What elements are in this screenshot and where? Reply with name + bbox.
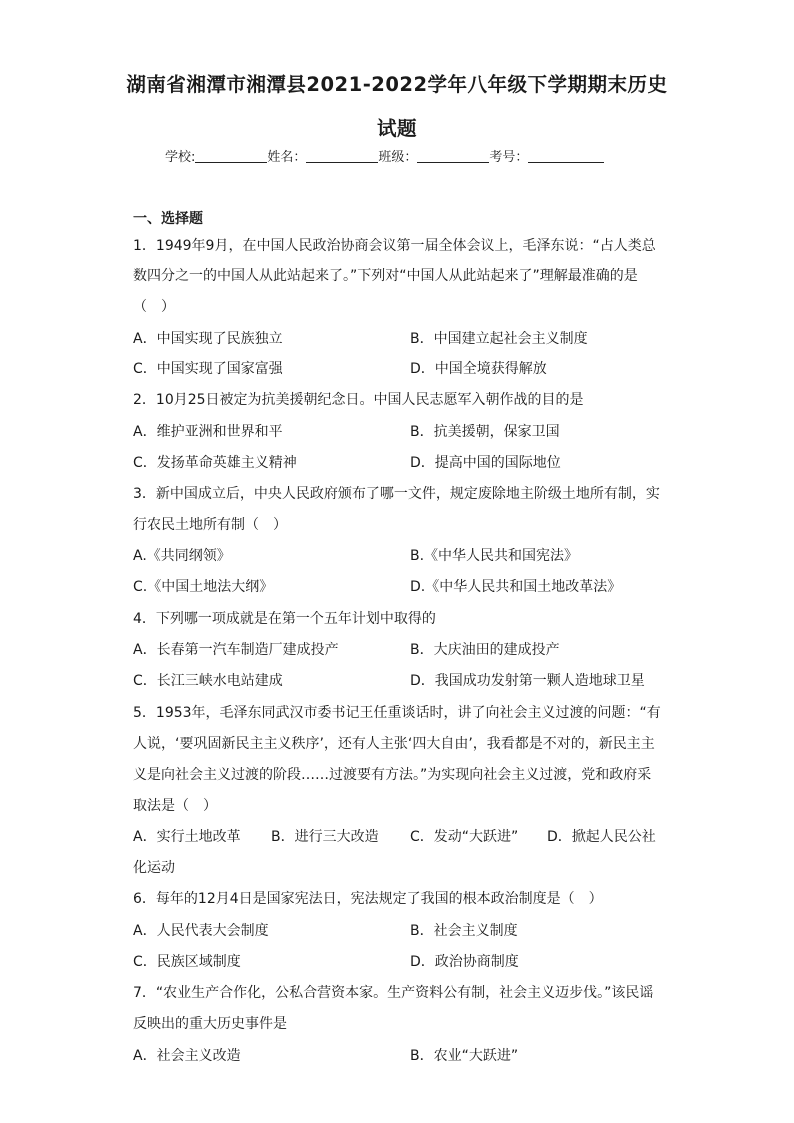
q1-option-d: D．中国全境获得解放 — [410, 361, 547, 377]
class-blank — [417, 150, 489, 163]
q3-option-c: C.《中国土地法大纲》 — [133, 579, 274, 595]
q1-stem-line3: （ ） — [133, 299, 175, 315]
q6-option-b: B．社会主义制度 — [410, 923, 518, 939]
q5-stem-line2: 人说，‘要巩固新民主主义秩序’，还有人主张‘四大自由’，我看都是不对的，新民主主 — [133, 736, 655, 752]
q7-option-b: B．农业“大跃进” — [410, 1048, 519, 1064]
section-heading: 一、选择题 — [133, 211, 203, 227]
q2-option-d: D．提高中国的国际地位 — [410, 455, 561, 471]
exam-title-line1: 湖南省湘潭市湘潭县2021-2022学年八年级下学期期末历史 — [126, 73, 668, 96]
q1-option-a: A．中国实现了民族独立 — [133, 331, 283, 347]
q6-stem-line1: 6．每年的12月4日是国家宪法日，宪法规定了我国的根本政治制度是（ ） — [133, 891, 603, 907]
q5-option-c: C．发动“大跃进” — [410, 829, 519, 845]
q4-option-c: C．长江三峡水电站建成 — [133, 673, 283, 689]
q7-option-a: A．社会主义改造 — [133, 1048, 241, 1064]
q4-option-b: B．大庆油田的建成投产 — [410, 642, 560, 658]
q2-option-c: C．发扬革命英雄主义精神 — [133, 455, 297, 471]
q7-stem-line1: 7．“农业生产合作化，公私合营资本家。生产资料公有制，社会主义迈步伐。”该民谣 — [133, 985, 654, 1001]
school-label: 学校: — [165, 150, 196, 165]
q2-option-b: B．抗美援朝，保家卫国 — [410, 424, 560, 440]
q3-option-d: D.《中华人民共和国土地改革法》 — [410, 579, 622, 595]
q5-stem-line4: 取法是（ ） — [133, 798, 217, 814]
q6-option-a: A．人民代表大会制度 — [133, 923, 269, 939]
number-label: 考号： — [489, 150, 529, 165]
q6-option-c: C．民族区域制度 — [133, 954, 241, 970]
q3-stem-line2: 行农民土地所有制（ ） — [133, 517, 287, 533]
q5-option-d-continued: 化运动 — [133, 860, 175, 876]
q5-option-b: B．进行三大改造 — [271, 829, 379, 845]
q2-option-a: A．维护亚洲和世界和平 — [133, 424, 283, 440]
q3-option-b: B.《中华人民共和国宪法》 — [410, 548, 579, 564]
q5-option-d: D．掀起人民公社 — [547, 829, 656, 845]
q6-option-d: D．政治协商制度 — [410, 954, 519, 970]
q1-stem-line2: 数四分之一的中国人从此站起来了。”下列对“中国人从此站起来了”理解最准确的是 — [133, 268, 638, 284]
q4-option-a: A．长春第一汽车制造厂建成投产 — [133, 642, 339, 658]
q4-option-d: D．我国成功发射第一颗人造地球卫星 — [410, 673, 645, 689]
school-blank — [195, 150, 267, 163]
q7-stem-line2: 反映出的重大历史事件是 — [133, 1016, 287, 1032]
name-label: 姓名： — [267, 150, 307, 165]
class-label: 班级： — [378, 150, 418, 165]
name-blank — [306, 150, 378, 163]
exam-title-line2: 试题 — [376, 117, 417, 140]
q1-option-b: B．中国建立起社会主义制度 — [410, 331, 588, 347]
number-blank — [528, 150, 604, 163]
q3-stem-line1: 3．新中国成立后，中央人民政府颁布了哪一文件，规定废除地主阶级土地所有制，实 — [133, 486, 660, 502]
student-info-row — [165, 146, 604, 165]
q5-stem-line1: 5．1953年，毛泽东同武汉市委书记王任重谈话时，讲了向社会主义过渡的问题：“有 — [133, 705, 661, 721]
q5-option-a: A．实行土地改革 — [133, 829, 241, 845]
q5-stem-line3: 义是向社会主义过渡的阶段……过渡要有方法。”为实现向社会主义过渡，党和政府采 — [133, 767, 652, 783]
q3-option-a: A.《共同纲领》 — [133, 548, 231, 564]
q4-stem-line1: 4．下列哪一项成就是在第一个五年计划中取得的 — [133, 611, 436, 627]
q1-stem-line1: 1．1949年9月，在中国人民政治协商会议第一届全体会议上，毛泽东说：“占人类总 — [133, 238, 656, 254]
q2-stem-line1: 2．10月25日被定为抗美援朝纪念日。中国人民志愿军入朝作战的目的是 — [133, 392, 584, 408]
q1-option-c: C．中国实现了国家富强 — [133, 361, 283, 377]
